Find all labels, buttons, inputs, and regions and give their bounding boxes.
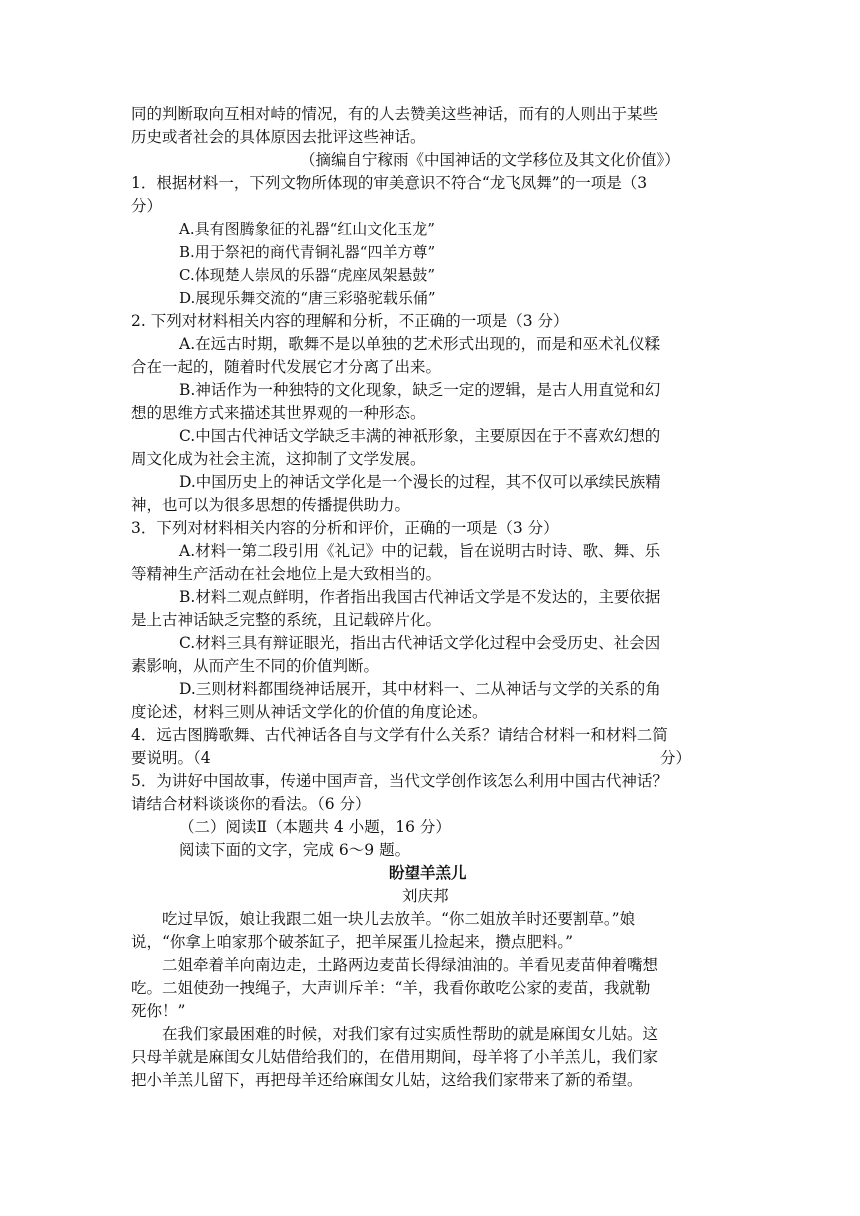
- q3-stem: 3．下列对材料相关内容的分析和评价，正确的一项是（3 分）: [131, 519, 559, 537]
- q3-option-b-line-2: 是上古神话缺乏完整的系统，且记载碎片化。: [131, 611, 442, 629]
- q2-option-a-line-2: 合在一起的，随着时代发展它才分离了出来。: [131, 358, 442, 376]
- story-paragraph-2-line-2: 吃。二姐使劲一拽绳子，大声训斥羊：“羊，我看你敢吃公家的麦苗，我就勒: [131, 979, 651, 997]
- q3-option-d-line-1: D.三则材料都围绕神话展开，其中材料一、二从神话与文学的关系的角: [179, 680, 661, 698]
- section-heading: （二）阅读Ⅱ（本题共 4 小题，16 分）: [179, 818, 451, 836]
- q1-option-c: C.体现楚人崇凤的乐器“虎座凤架悬鼓”: [179, 266, 436, 284]
- q1-option-a: A.具有图腾象征的礼器“红山文化玉龙”: [179, 220, 435, 238]
- story-author: 刘庆邦: [402, 887, 449, 905]
- q2-option-c-line-1: C.中国古代神话文学缺乏丰满的神祇形象，主要原因在于不喜欢幻想的: [179, 427, 661, 445]
- story-paragraph-1-line-2: 说，“你拿上咱家那个破茶缸子，把羊屎蛋儿捡起来，攒点肥料。”: [131, 933, 574, 951]
- q1-stem-line-1: 1．根据材料一，下列文物所体现的审美意识不符合“龙飞凤舞”的一项是（3: [131, 174, 648, 192]
- q2-option-d-line-2: 神，也可以为很多思想的传播提供助力。: [131, 496, 411, 514]
- story-paragraph-3-line-1: 在我们家最困难的时候，对我们家有过实质性帮助的就是麻闺女儿姑。这: [162, 1025, 659, 1043]
- q4-stem-line-1: 4．远古图腾歌舞、古代神话各自与文学有什么关系？请结合材料一和材料二简: [131, 726, 668, 744]
- q5-stem-line-1: 5．为讲好中国故事，传递中国声音，当代文学创作该怎么利用中国古代神话？: [131, 772, 668, 790]
- q3-option-c-line-1: C.材料三具有辩证眼光，指出古代神话文学化过程中会受历史、社会因: [179, 634, 661, 652]
- q2-option-a-line-1: A.在远古时期，歌舞不是以单独的艺术形式出现的，而是和巫术礼仪糅: [179, 335, 661, 353]
- section-instruction: 阅读下面的文字，完成 6～9 题。: [179, 841, 411, 859]
- story-paragraph-3-line-2: 只母羊就是麻闺女儿姑借给我们的，在借用期间，母羊将了小羊羔儿，我们家: [131, 1048, 659, 1066]
- q4-stem-line-2a: 要说明。（4: [131, 749, 211, 767]
- q2-option-b-line-2: 想的思维方式来描述其世界观的一种形态。: [131, 404, 426, 422]
- story-paragraph-3-line-3: 把小羊羔儿留下，再把母羊还给麻闺女儿姑，这给我们家带来了新的希望。: [131, 1071, 643, 1089]
- q3-option-b-line-1: B.材料二观点鲜明，作者指出我国古代神话文学是不发达的，主要依据: [179, 588, 661, 606]
- q1-option-b: B.用于祭祀的商代青铜礼器“四羊方尊”: [179, 243, 436, 261]
- story-paragraph-1-line-1: 吃过早饭，娘让我跟二姐一块儿去放羊。“你二姐放羊时还要割草。”娘: [162, 910, 636, 928]
- q2-option-b-line-1: B.神话作为一种独特的文化现象，缺乏一定的逻辑，是古人用直觉和幻: [179, 381, 661, 399]
- story-title: 盼望羊羔儿: [389, 864, 467, 882]
- q2-stem: 2. 下列对材料相关内容的理解和分析，不正确的一项是（3 分）: [131, 312, 569, 330]
- q1-option-d: D.展现乐舞交流的“唐三彩骆驼载乐俑”: [179, 289, 436, 307]
- q5-stem-line-2: 请结合材料谈谈你的看法。（6 分）: [131, 795, 371, 813]
- story-paragraph-2-line-1: 二姐牵着羊向南边走，土路两边麦苗长得绿油油的。羊看见麦苗伸着嘴想: [162, 956, 659, 974]
- q1-stem-line-2: 分）: [131, 197, 163, 215]
- story-paragraph-2-line-3: 死你！”: [131, 1002, 186, 1020]
- q4-stem-line-2b: 分）: [660, 749, 692, 767]
- intro-line-1: 同的判断取向互相对峙的情况，有的人去赞美这些神话，而有的人则出于某些: [131, 105, 659, 123]
- q2-option-d-line-1: D.中国历史上的神话文学化是一个漫长的过程，其不仅可以承续民族精: [179, 473, 661, 491]
- intro-line-2: 历史或者社会的具体原因去批评这些神话。: [131, 128, 426, 146]
- q2-option-c-line-2: 周文化成为社会主流，这抑制了文学发展。: [131, 450, 426, 468]
- source-citation: （摘编自宁稼雨《中国神话的文学移位及其文化价值》）: [300, 151, 680, 169]
- q3-option-a-line-2: 等精神生产活动在社会地位上是大致相当的。: [131, 565, 442, 583]
- q3-option-d-line-2: 度论述，材料三则从神话文学化的价值的角度论述。: [131, 703, 488, 721]
- q3-option-a-line-1: A.材料一第二段引用《礼记》中的记载，旨在说明古时诗、歌、舞、乐: [179, 542, 661, 560]
- q3-option-c-line-2: 素影响，从而产生不同的价值判断。: [131, 657, 380, 675]
